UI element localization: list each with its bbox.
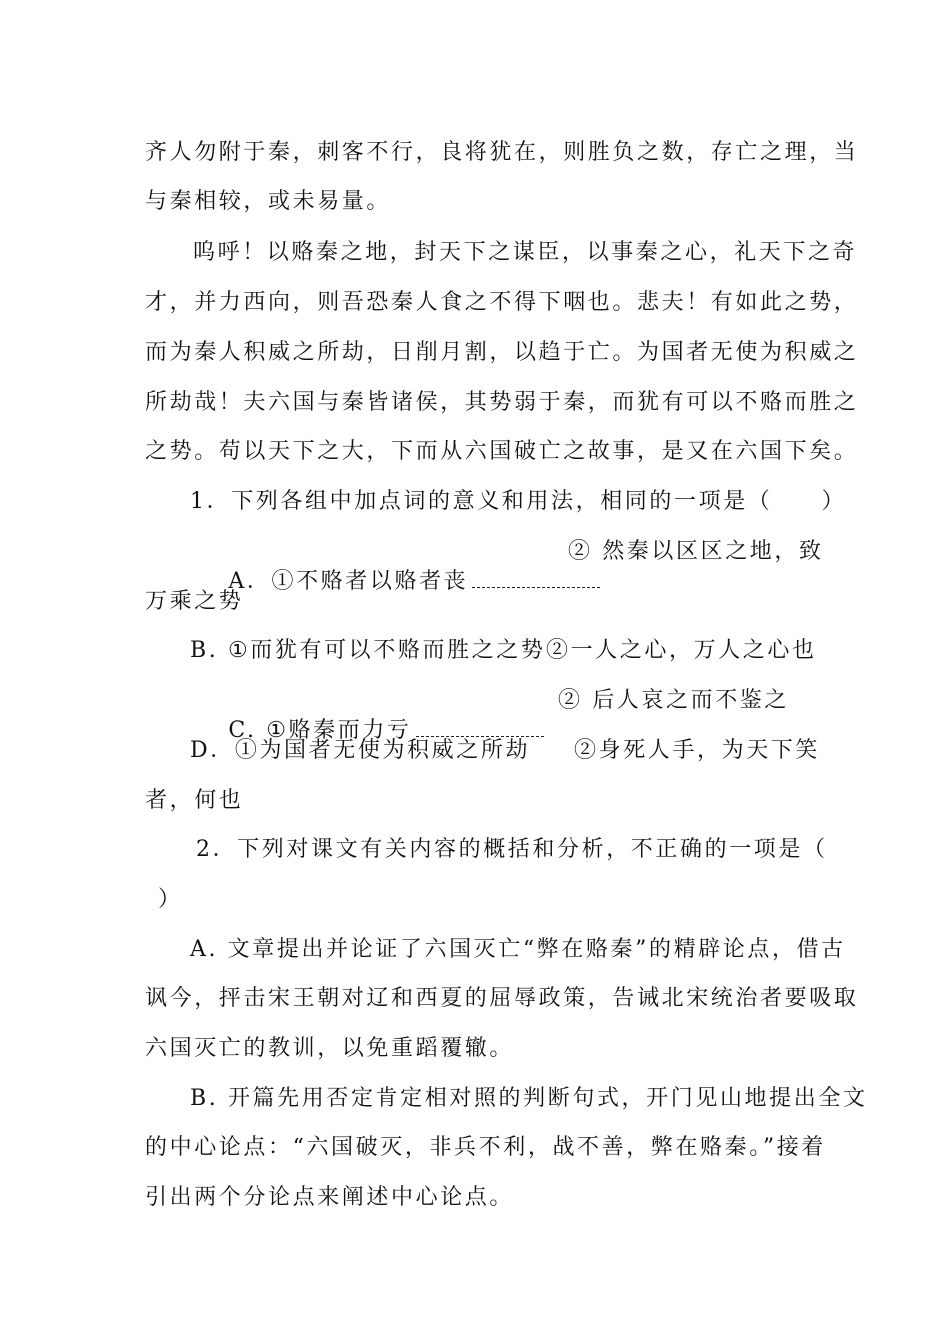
- passage-line: 才，并力西向，则吾恐秦人食之不得下咽也。悲夫！有如此之势，: [145, 290, 859, 315]
- option-a-part-1: A．①不赂者以赂者丧: [228, 569, 469, 594]
- question-1-option-a-second: ② 然秦以区区之地，致: [568, 539, 824, 564]
- question-2-stem-cont: ）: [158, 887, 183, 912]
- question-1-stem: 1．下列各组中加点词的意义和用法，相同的一项是（ ）: [190, 489, 847, 514]
- question-1-option-d: D．①为国者无使为积威之所劫: [190, 738, 531, 763]
- passage-line: 之势。苟以天下之大，下而从六国破亡之故事，是又在六国下矣。: [145, 439, 859, 464]
- question-1-option-b: B. ①而犹有可以不赂而胜之之势: [190, 638, 546, 663]
- question-1-option-a: [190, 537, 604, 627]
- option-c-part-1: C. ①赂秦而力亏: [228, 718, 412, 743]
- question-1-option-d-cont: 者，何也: [145, 788, 244, 813]
- question-1-option-c-second: ② 后人哀之而不鉴之: [558, 688, 789, 713]
- passage-line: 所劫哉！夫六国与秦皆诸侯，其势弱于秦，而犹有可以不赂而胜之: [145, 390, 859, 415]
- question-2-stem: 2．下列对课文有关内容的概括和分析，不正确的一项是（: [196, 837, 828, 862]
- question-2-option-b: B. 开篇先用否定肯定相对照的判断句式，开门见山地提出全文: [190, 1086, 868, 1111]
- question-2-option-b-line: 引出两个分论点来阐述中心论点。: [145, 1185, 515, 1210]
- passage-line: 呜呼！以赂秦之地，封天下之谋臣，以事秦之心，礼天下之奇: [193, 240, 858, 265]
- question-2-option-a-line: 六国灭亡的教训，以免重蹈覆辙。: [145, 1036, 515, 1061]
- question-2-option-b-line: 的中心论点：“六国破灭，非兵不利，战不善，弊在赂秦。”接着: [145, 1135, 826, 1160]
- question-1-option-a-cont: 万乘之势: [145, 589, 244, 614]
- question-2-option-a-line: 讽今，抨击宋王朝对辽和西夏的屈辱政策，告诫北宋统治者要吸取: [145, 986, 859, 1011]
- passage-line: 与秦相较，或未易量。: [145, 189, 392, 214]
- passage-line: 齐人勿附于秦，刺客不行，良将犹在，则胜负之数，存亡之理，当: [145, 140, 859, 165]
- blank-line: [472, 581, 600, 588]
- question-2-option-a: A. 文章提出并论证了六国灭亡“弊在赂秦”的精辟论点，借古: [190, 937, 846, 962]
- question-1-option-b-second: ②一人之心，万人之心也: [546, 638, 817, 663]
- question-1-option-d-second: ②身死人手，为天下笑: [574, 738, 821, 763]
- passage-line: 而为秦人积威之所劫，日削月割，以趋于亡。为国者无使为积威之: [145, 340, 859, 365]
